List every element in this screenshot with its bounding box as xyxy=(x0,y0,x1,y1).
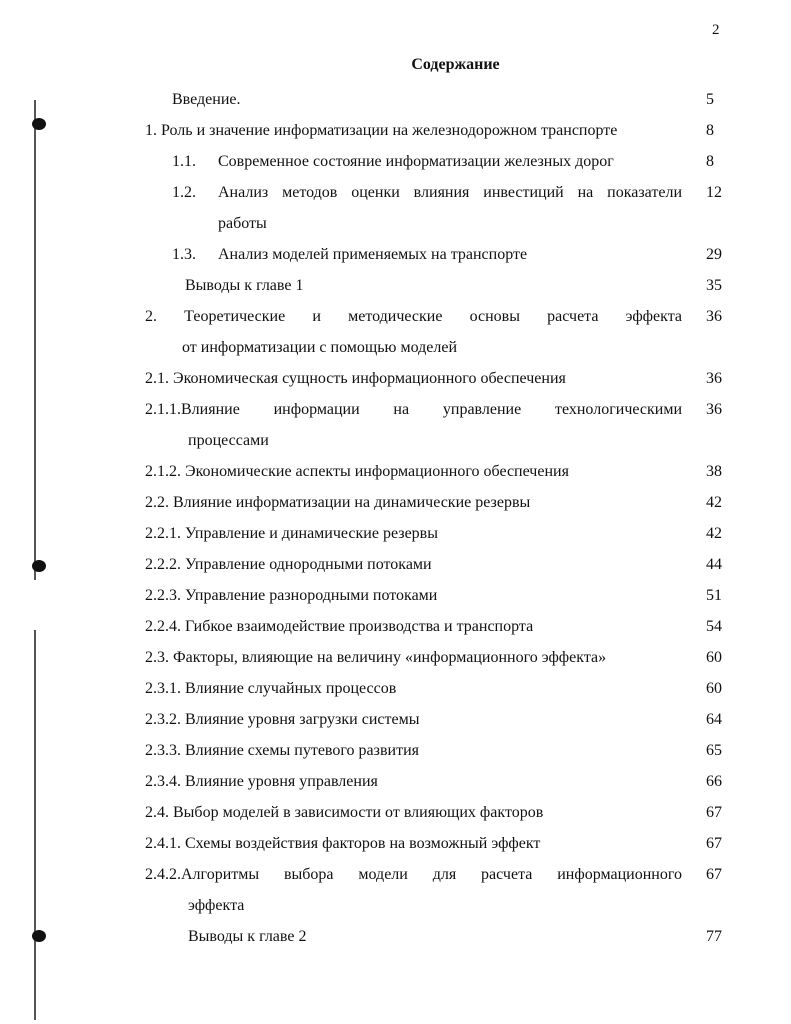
toc-entry-1-2-num: 1.2. xyxy=(172,184,196,201)
toc-page-1-3: 29 xyxy=(706,246,722,263)
toc-entry-chapter-1: 1. Роль и значение информатизации на железнодорожном транспорте xyxy=(145,122,618,139)
toc-entry-2-1-1: 2.1.1.Влияние информации на управление технологическими xyxy=(145,401,682,418)
toc-page-2-3: 60 xyxy=(706,649,722,666)
page-number: 2 xyxy=(712,22,720,38)
toc-entry-2-3: 2.3. Факторы, влияющие на величину «информационного эффекта» xyxy=(145,649,607,666)
toc-page-2-2-1: 42 xyxy=(706,525,722,542)
toc-page-2-3-2: 64 xyxy=(706,711,722,728)
toc-entry-1-2: Анализ методов оценки влияния инвестиций на показатели xyxy=(218,184,682,201)
toc-entry-1-3-num: 1.3. xyxy=(172,246,196,263)
toc-entry-2-2-1: 2.2.1. Управление и динамические резервы xyxy=(145,525,438,542)
toc-entry-2-4: 2.4. Выбор моделей в зависимости от влияющих факторов xyxy=(145,804,544,821)
toc-entry-chapter-2-cont: от информатизации с помощью моделей xyxy=(182,339,458,356)
toc-entry-2-2-2: 2.2.2. Управление однородными потоками xyxy=(145,556,432,573)
page-title: Содержание xyxy=(411,56,500,73)
toc-page-2-3-4: 66 xyxy=(706,773,722,790)
toc-entry-2-2: 2.2. Влияние информатизации на динамические резервы xyxy=(145,494,531,511)
toc-page-conclusions-1: 35 xyxy=(706,277,722,294)
toc-page-2-4-2: 67 xyxy=(706,866,722,883)
toc-page-2-1: 36 xyxy=(706,370,722,387)
toc-entry-1-1: Современное состояние информатизации железных дорог xyxy=(218,153,614,170)
toc-entry-2-2-4: 2.2.4. Гибкое взаимодействие производства и транспорта xyxy=(145,618,534,635)
toc-entry-2-3-1: 2.3.1. Влияние случайных процессов xyxy=(145,680,397,697)
toc-entry-2-2-3: 2.2.3. Управление разнородными потоками xyxy=(145,587,438,604)
toc-entry-2-3-4: 2.3.4. Влияние уровня управления xyxy=(145,773,378,790)
toc-page-2-2-4: 54 xyxy=(706,618,722,635)
toc-page-1-2: 12 xyxy=(706,184,722,201)
toc-entry-2-4-2: 2.4.2.Алгоритмы выбора модели для расчета информационного xyxy=(145,866,682,883)
toc-page-2-2-3: 51 xyxy=(706,587,722,604)
toc-page-2-3-3: 65 xyxy=(706,742,722,759)
toc-page-2-4: 67 xyxy=(706,804,722,821)
toc-entry-conclusions-2: Выводы к главе 2 xyxy=(188,928,307,945)
toc-entry-conclusions-1: Выводы к главе 1 xyxy=(185,277,304,294)
toc-page-2-1-2: 38 xyxy=(706,463,722,480)
toc-entry-intro: Введение. xyxy=(172,91,241,108)
toc-entry-1-3: Анализ моделей применяемых на транспорте xyxy=(218,246,528,263)
toc-entry-1-2-cont: работы xyxy=(218,215,267,232)
toc-page-2-4-1: 67 xyxy=(706,835,722,852)
toc-page-2-1-1: 36 xyxy=(706,401,722,418)
table-of-contents xyxy=(0,84,791,1024)
toc-entry-2-3-2: 2.3.2. Влияние уровня загрузки системы xyxy=(145,711,420,728)
toc-entry-2-4-1: 2.4.1. Схемы воздействия факторов на возможный эффект xyxy=(145,835,541,852)
toc-entry-2-1-2: 2.1.2. Экономические аспекты информационного обеспечения xyxy=(145,463,569,480)
toc-page-2-2-2: 44 xyxy=(706,556,722,573)
toc-page-2-3-1: 60 xyxy=(706,680,722,697)
toc-page-chapter-2: 36 xyxy=(706,308,722,325)
toc-entry-2-1: 2.1. Экономическая сущность информационного обеспечения xyxy=(145,370,566,387)
toc-entry-2-4-2-cont: эффекта xyxy=(188,897,245,914)
toc-entry-2-1-1-cont: процессами xyxy=(188,432,269,449)
toc-page-2-2: 42 xyxy=(706,494,722,511)
toc-page-1-1: 8 xyxy=(706,153,714,170)
toc-page-conclusions-2: 77 xyxy=(706,928,722,945)
toc-entry-chapter-2: 2. Теоретические и методические основы расчета эффекта xyxy=(145,308,682,325)
toc-page-chapter-1: 8 xyxy=(706,122,714,139)
toc-entry-1-1-num: 1.1. xyxy=(172,153,196,170)
toc-page-intro: 5 xyxy=(706,91,714,108)
toc-entry-2-3-3: 2.3.3. Влияние схемы путевого развития xyxy=(145,742,419,759)
